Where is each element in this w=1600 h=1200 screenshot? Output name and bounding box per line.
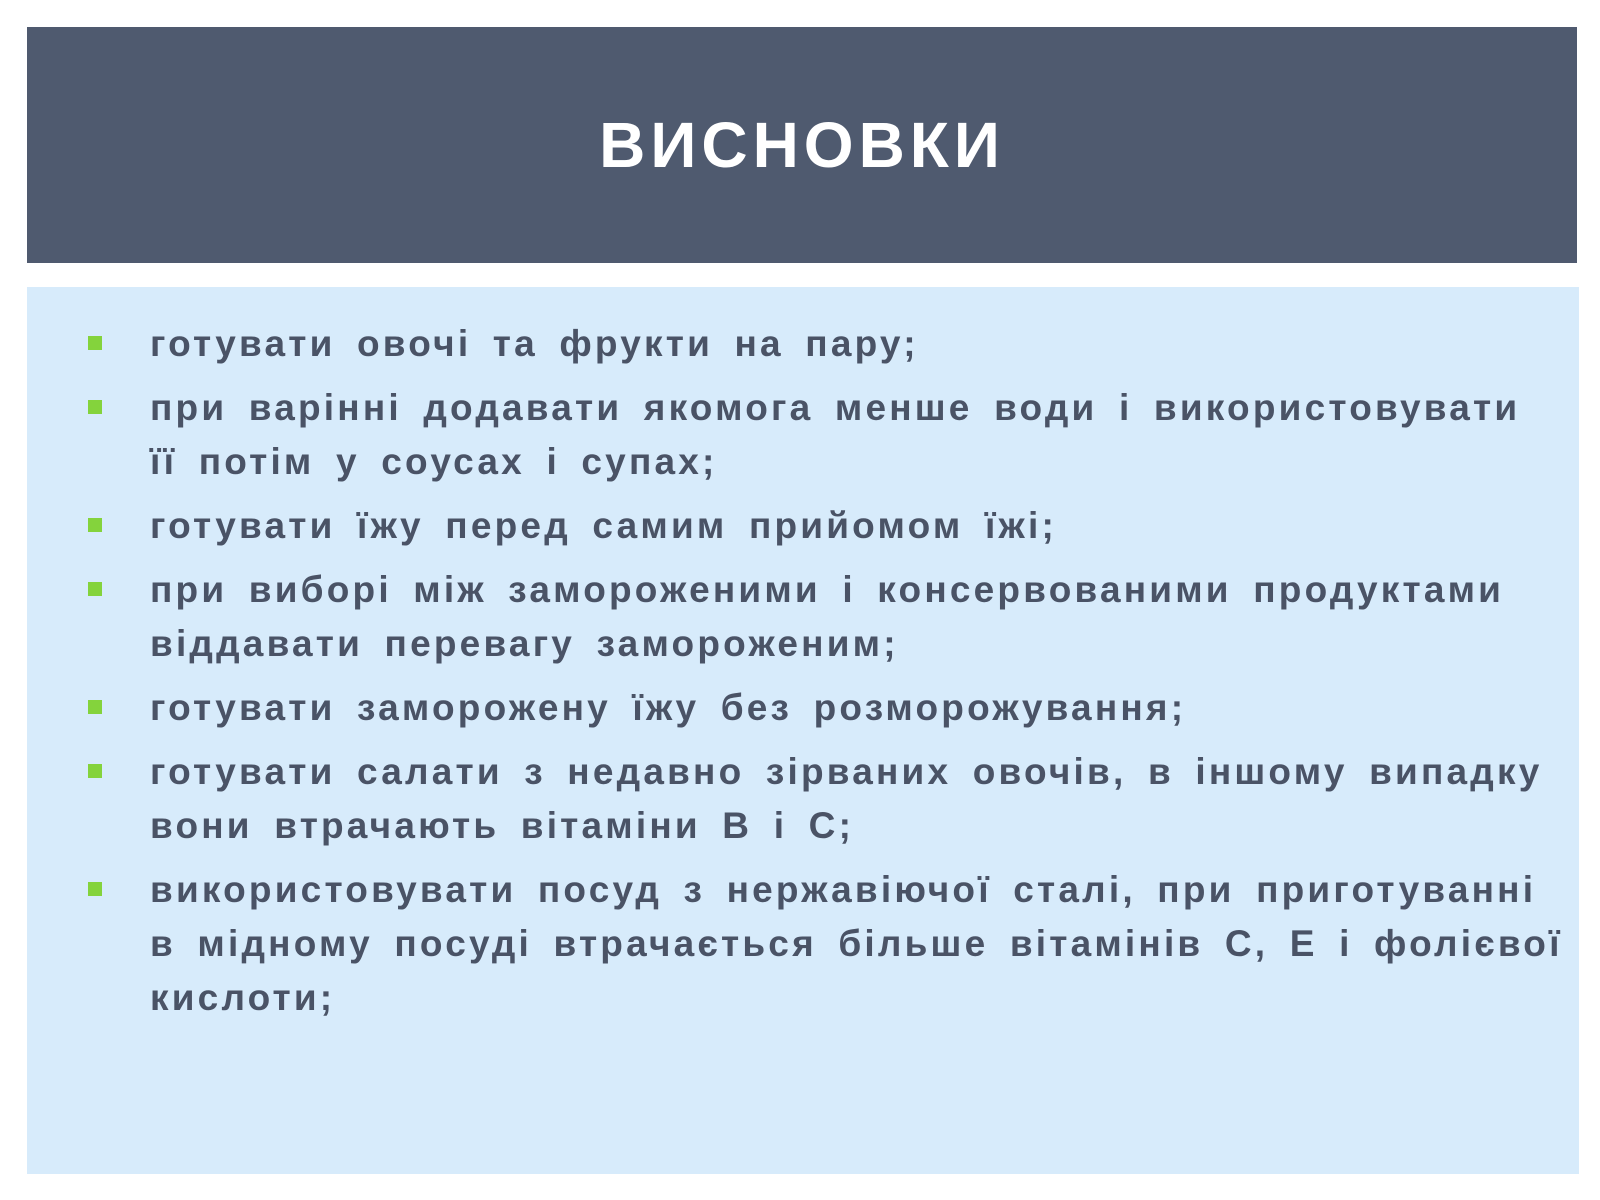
- slide-title: ВИСНОВКИ: [599, 109, 1005, 181]
- content-panel: [27, 287, 1579, 1174]
- green-square-bullet-icon: [88, 518, 102, 532]
- bullet-list: [84, 317, 1564, 1035]
- green-square-bullet-icon: [88, 400, 102, 414]
- bullet-text: готувати їжу перед самим прийомом їжі;: [150, 505, 1057, 546]
- bullet-text: використовувати посуд з нержавіючої сталі, при приготуванні в мідному посуді втрачається більше вітамінів С, Е і фолієвої кислоти;: [150, 869, 1563, 1018]
- green-square-bullet-icon: [88, 882, 102, 896]
- bullet-item: [84, 681, 1564, 735]
- green-square-bullet-icon: [88, 336, 102, 350]
- bullet-text: готувати салати з недавно зірваних овочів, в іншому випадку вони втрачають вітаміни В і С;: [150, 751, 1543, 846]
- bullet-text: готувати заморожену їжу без розморожування;: [150, 687, 1187, 728]
- bullet-item: [84, 863, 1564, 1025]
- bullet-item: [84, 745, 1564, 853]
- bullet-item: [84, 499, 1564, 553]
- bullet-text: при варінні додавати якомога менше води і використовувати її потім у соусах і супах;: [150, 387, 1521, 482]
- bullet-item: [84, 563, 1564, 671]
- bullet-text: готувати овочі та фрукти на пару;: [150, 323, 919, 364]
- title-bar: [27, 27, 1577, 263]
- bullet-item: [84, 381, 1564, 489]
- green-square-bullet-icon: [88, 700, 102, 714]
- green-square-bullet-icon: [88, 582, 102, 596]
- bullet-item: [84, 317, 1564, 371]
- bullet-text: при виборі між замороженими і консервованими продуктами віддавати перевагу замороженим;: [150, 569, 1505, 664]
- green-square-bullet-icon: [88, 764, 102, 778]
